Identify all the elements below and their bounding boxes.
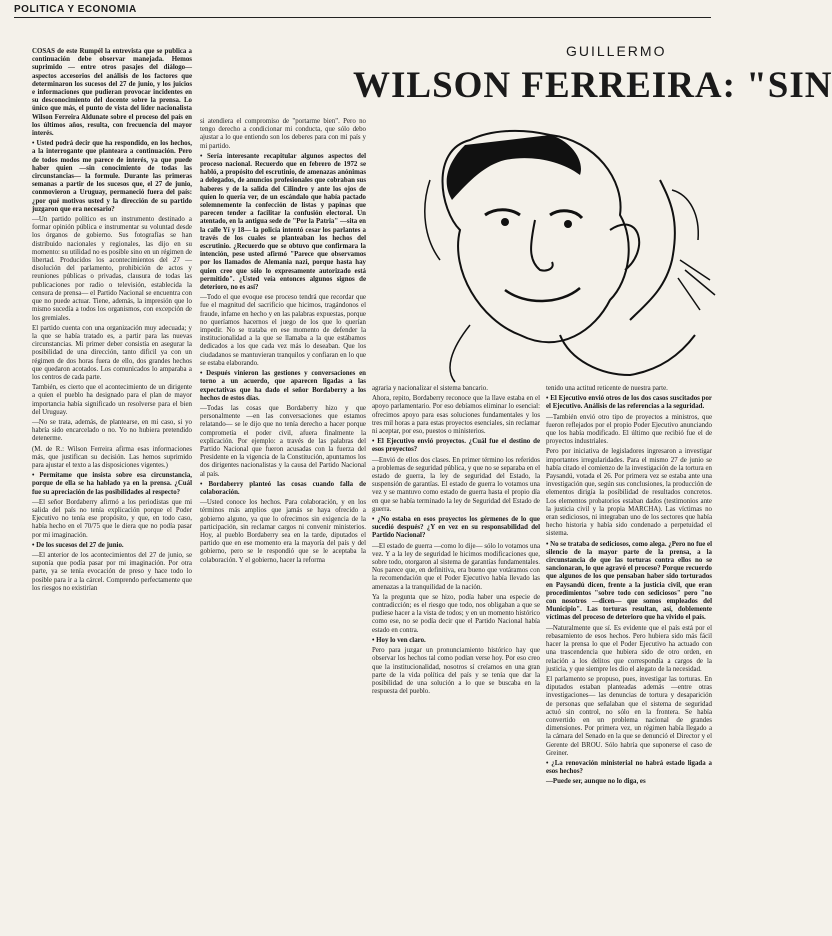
paragraph: COSAS de este Rumpél la entrevista que se publica a continuación debe observar manejada. Hemos suprimido — entre otros pasajes del diálogo— aspectos accesorios del análisis de los factores que determinaron los sucesos del 27 de junio, y los juicios e informaciones que pudieran provocar incidentes en su desconocimiento del docente sobre la prensa. Lo único que más, el punto de vista del líder nacionalista Wilson Ferreira Aldunate sobre el proceso del país en los últimos años, resulta, con frecuencia del mayor interés. — [32, 48, 192, 138]
header-rule — [14, 17, 711, 18]
paragraph: • Bordaberry planteó las cosas cuando falla de colaboración. — [200, 480, 366, 496]
paragraph: • Permítame que insista sobre esa circunstancia, porque de ella se ha hablado ya en la prensa. ¿Cuál fue su apreciación de las posibilidades al respecto? — [32, 472, 192, 496]
section-label: POLITICA Y ECONOMIA — [14, 4, 137, 15]
paragraph: • ¿No estaba en esos proyectos los gérmenes de lo que sucedió después? ¿Y en vez en su responsabilidad del Partido Nacional? — [372, 516, 540, 540]
caricature-illustration — [410, 120, 730, 385]
paragraph: (M. de R.: Wilson Ferreira afirma esas informaciones más, que justifican su decisión. Las hemos suprimido para ajustar el texto a las disposiciones vigentes.) — [32, 445, 192, 469]
paragraph: agraria y nacionalizar el sistema bancario. — [372, 385, 488, 392]
headline: WILSON FERREIRA: "SIN — [353, 65, 832, 106]
paragraph: • Usted podrá decir que ha respondido, en los hechos, a la interrogante que planteara a continuación. Pero de todos modos me parece de interés, ya que puede haber quien —sin conocimiento de todas las circunstancias— la formule. Durante las primeras semanas a partir de los sucesos que, el 27 de junio, conmovieron a Uruguay, permaneció fuera del país: ¿por qué motivos usted y la dirección de su partido juzgaron que era necesario? — [32, 140, 192, 213]
column-3-body — [372, 385, 540, 696]
paragraph: —Usted conoce los hechos. Para colaboración, y en los términos más amplios que jamás se haya ofrecido a gobierno alguno, ya que lo ofrecimos sin exigencia de la participación, sin reclamar cargos ni convenir ministerios. Hoy, al pueblo Bordaberry sea en la tarde, diputados el partido que en ese momento era la mayoría del país y del gobierno, pero se le respondió que se le aceptaba la colaboración. Y el gobierno, hacer la reforma — [200, 499, 366, 564]
author-name: GUILLERMO — [566, 43, 667, 59]
paragraph: Pero para juzgar un pronunciamiento histórico hay que observar los hechos tal como podían verse hoy. Por eso creo que la institucionalidad, nosotros sí creíamos en una gran parte de la vida política del país y se tenía que dar la posibilidad de una solución a lo que se buscaba en la respuesta del pueblo. — [372, 647, 540, 696]
paragraph: tenido una actitud reticente de nuestra parte. — [546, 385, 668, 392]
paragraph: • El Ejecutivo envió otros de los dos casos suscitados por el Ejecutivo. Análisis de las referencias a la seguridad. — [546, 395, 712, 411]
text-column-2 — [200, 118, 366, 918]
paragraph: • De los sucesos del 27 de junio. — [32, 541, 124, 549]
text-column-3 — [372, 385, 540, 918]
paragraph: —No se trata, además, de plantearse, en mi caso, si yo habría sido encarcelado o no. Yo no hubiera pretendido detenerme. — [32, 418, 192, 443]
paragraph: —También envió otro tipo de proyectos a ministros, que fueron reflejados por el propio Poder Ejecutivo anunciando que los había modificado. El último que recibió fue el de proyectos industriales. — [546, 413, 712, 446]
column-2-body — [200, 118, 366, 565]
paragraph: • Después vinieron las gestiones y conversaciones en torno a un acuerdo, que aparecen ligadas a las expectativas que ha dado el señor Bordaberry a los hechos de estos días. — [200, 370, 366, 402]
paragraph: —El estado de guerra —como lo dije— sólo lo votamos una vez. Y a la ley de seguridad le hicimos modificaciones que, sobre todo, otorgaron al sistema de garantías fundamentales. Nos parece que, en definitiva, era bueno que votáramos con la recomendación que el Poder Ejecutivo había llevado las amenazas a la tranquilidad de la nación. — [372, 542, 540, 591]
paragraph: Ya la pregunta que se hizo, podía haber una especie de contradicción; es el riesgo que todo, nos obligaban a que se pudiese hacer a la vista de todos; y en un momento histórico como ese, no se podía decir que el Partido Nacional había estado en contra. — [372, 593, 540, 634]
paragraph: —Todo el que evoque ese proceso tendrá que recordar que fue el magnitud del sacrificio que hicimos, tragándonos el fraude, infame en hecho y en las palabras expuestas, porque no queríamos hacernos el juego de los que lo querían impedir. No se trataba en ese momento de defender la institucionalidad a la que se llamaba a la que estábamos dedicados a los que cada vez más lo deseaban. Que los ciudadanos se mantuvieran tranquilos y confiaran en lo que se estaba elaborando. — [200, 294, 366, 367]
column-1-body — [32, 48, 192, 593]
paragraph: si atendiera el compromiso de "portarme bien". Pero no tengo derecho a condicionar mi conducta, que sólo debo ajustar a lo que entiendo son los deberes para con mi país y mi partido. — [200, 118, 366, 150]
paragraph: • Hoy lo ven claro. — [372, 636, 426, 644]
paragraph: • ¿La renovación ministerial no habrá estado ligada a esos hechos? — [546, 759, 712, 776]
paragraph: —Envió de ellos dos clases. En primer término los referidos a problemas de seguridad pública, y que no se separaba en el estado de guerra, la ley de seguridad del Estado, la suspensión de garantías. El estado de guerra lo votamos una vez y se mantuvo como estado de guerra hasta el propio día en que se había terminado la ley de Seguridad del Estado de guerra. — [372, 456, 540, 513]
text-column-1 — [32, 48, 192, 920]
paragraph: El partido cuenta con una organización muy adecuada; y la que se había tratado es, a partir para las nuevas circunstancias. Mi primer deber consistía en asegurar la posibilidad de una dirección, tanto dificil ya con un régimen de dos horas fuera de ello, dos grandes hechos que quedaron acotados. Los comunicados lo amparaba a los centros de cada parte. — [32, 324, 192, 381]
paragraph: • Sería interesante recapitular algunos aspectos del proceso nacional. Recuerdo que en febrero de 1972 se habló, a propósito del escrutinio, de amenazas anónimas a delegados, de anuncios profesionales que cobraban sus haberes y de la salida del Cilindro y ante los ojos de quien lo quería ver, de un escándalo que había pactado solemnemente la confección de listas y papinas que parecen tender a facilitar la confusión electoral. Un atentado, en la antigua sede de "Por la Patria" —sita en la calle Yí y 18— la policía intentó cesar los parlantes a través de los cuales se planteaban los hechos del escrutinio. ¿Recuerdo que se obtuvo que confirmara la intención, pese usted afirmó "Parece que observamos por los llamados de Alemania nazi, porque hasta hay quien cree que sólo lo expresamente autorizado está permitido". ¿Usted veía entonces algunos signos de deterioro, no es así? — [200, 152, 366, 292]
paragraph: • El Ejecutivo envió proyectos. ¿Cuál fue el destino de esos proyectos? — [372, 438, 540, 454]
paragraph: Pero por iniciativa de legisladores ingresaron a investigar importantes irregularidades. Para el mismo 27 de junio se había citado el comienzo de la investigación de la tortura en Paysandú, votada el 26. Por primera vez se estaba ante una investigación que, según sus conclusiones, la producción de elementos dirigía la posibilidad de resultados concretos. Los elementos probatorios estaban dados (testimonios ante la justicia civil y la propia MARCHA). Las víctimas no eran sediciosos, ni integraban uno de los sectores que había hecho historia y había sido condenado a perpetuidad el sistema. — [546, 448, 712, 538]
paragraph: —El señor Bordaberry afirmó a los periodistas que mi salida del país no tenía explicación porque el Poder Ejecutivo no tenía ese propósito, y que, en todo caso, había hecho en el 70/75 que le diera que no podía pasar por mi imaginación. — [32, 498, 192, 539]
paragraph: El parlamento se propuso, pues, investigar las torturas. En diputados estaban planteadas además —entre otras investigaciones— las denuncias de tortura y desaparición de personas que señalaban que el sistema de seguridad actuó sin control, no sólo en la frontera. Se había convertido en un problema nacional de grandes dimensiones. Por primera vez, un régimen había llegado a la cámara del Senado en la que se denunció el Director y el Gerente del BROU. Sólo habría que suponerse el caso de Greiner. — [546, 675, 712, 757]
paragraph: También, es cierto que el acontecimiento de un dirigente a quien el pueblo ha designado para el plan de mayor importancia había significado un resolverse para el bien del Uruguay. — [32, 384, 192, 416]
paragraph: —Naturalmente que sí. Es evidente que el país está por el rebasamiento de esos hechos. Pero hubiera sido más fácil hacer la prensa lo que el Poder Ejecutivo ha actuado con una trascendencia que hubiera sido de otro orden, en relación a los delitos que correspondía a cargos de la justicia, y que siempre les dio el alegato de la necesidad. — [546, 624, 712, 673]
column-4-body — [546, 385, 712, 787]
paragraph: —Un partido político es un instrumento destinado a formar opinión pública e instrumentar su voluntad desde los órganos de gobierno. Sus fotografías se han distribuido nacionales y regionales, las dijo en su momento: su utilidad no es posible sino en un régimen de libertad. Producidos los acontecimientos del 27 —disolución del parlamento, prohibición de actos y reuniones públicas o privadas, clausura de todas las publicaciones por radio o televisión, establecida la censura de prensa— el Partido Nacional se encuentra con que no puede actuar. Tiene, además, la impresión que lo mismo sucedía a todos los organismos, con excepción de los gremiales. — [32, 216, 192, 322]
paragraph: —El anterior de los acontecimientos del 27 de junio, se suponía que podía pasar por mi imaginación. Por otra parte, ya se tenía evocación de preso y hace todo lo posible para ir a la cárcel. Comprendo perfectamente que los riesgos no existirían — [32, 551, 192, 592]
text-column-4 — [546, 385, 712, 918]
paragraph: • No se trataba de sediciosos, como alega. ¿Pero no fue el silencio de la mayor parte de la prensa, a la circunstancia de que las torturas contra ellos no se sancionaran, lo que agravó el proceso? Porque recuerdo que algunos de los que pensaban haber sido torturados en Paysandú dicen, frente a la justicia civil, que eran procedimientos "sobre todo con sediciosos" pero "no con nosotros —dicen— que somos empleados del Municipio". Las torturas resultan, así, doblemente víctimas del proceso de deterioro que ha vivido el país. — [546, 540, 712, 622]
paragraph: Ahora, repito, Bordaberry reconoce que la llave estaba en el apoyo parlamentario. Por eso debíamos eliminar lo esencial: ofrecimos apoyo para esas soluciones fundamentales y los tres mil horas a para estas proyectos esenciales, sin reclamar ni aceptar, por eso, puestos o ministerios. — [372, 395, 540, 436]
paragraph: —Puede ser, aunque no lo diga, es — [546, 778, 646, 786]
paragraph: —Todas las cosas que Bordaberry hizo y que personalmente —en las conversaciones que estamos relatando— se le dijo que no tenía derecho a hacer porque comprometía el poder civil, afuera finalmente la explicación. Por ejemplo: a través de las palabras del Partido Nacional que fueron acusadas con la fuerza del Presidente en la vigencia de la Constitución, apuntamos los dos dirigentes nacionalistas y la causa del Partido Nacional al país. — [200, 404, 366, 478]
